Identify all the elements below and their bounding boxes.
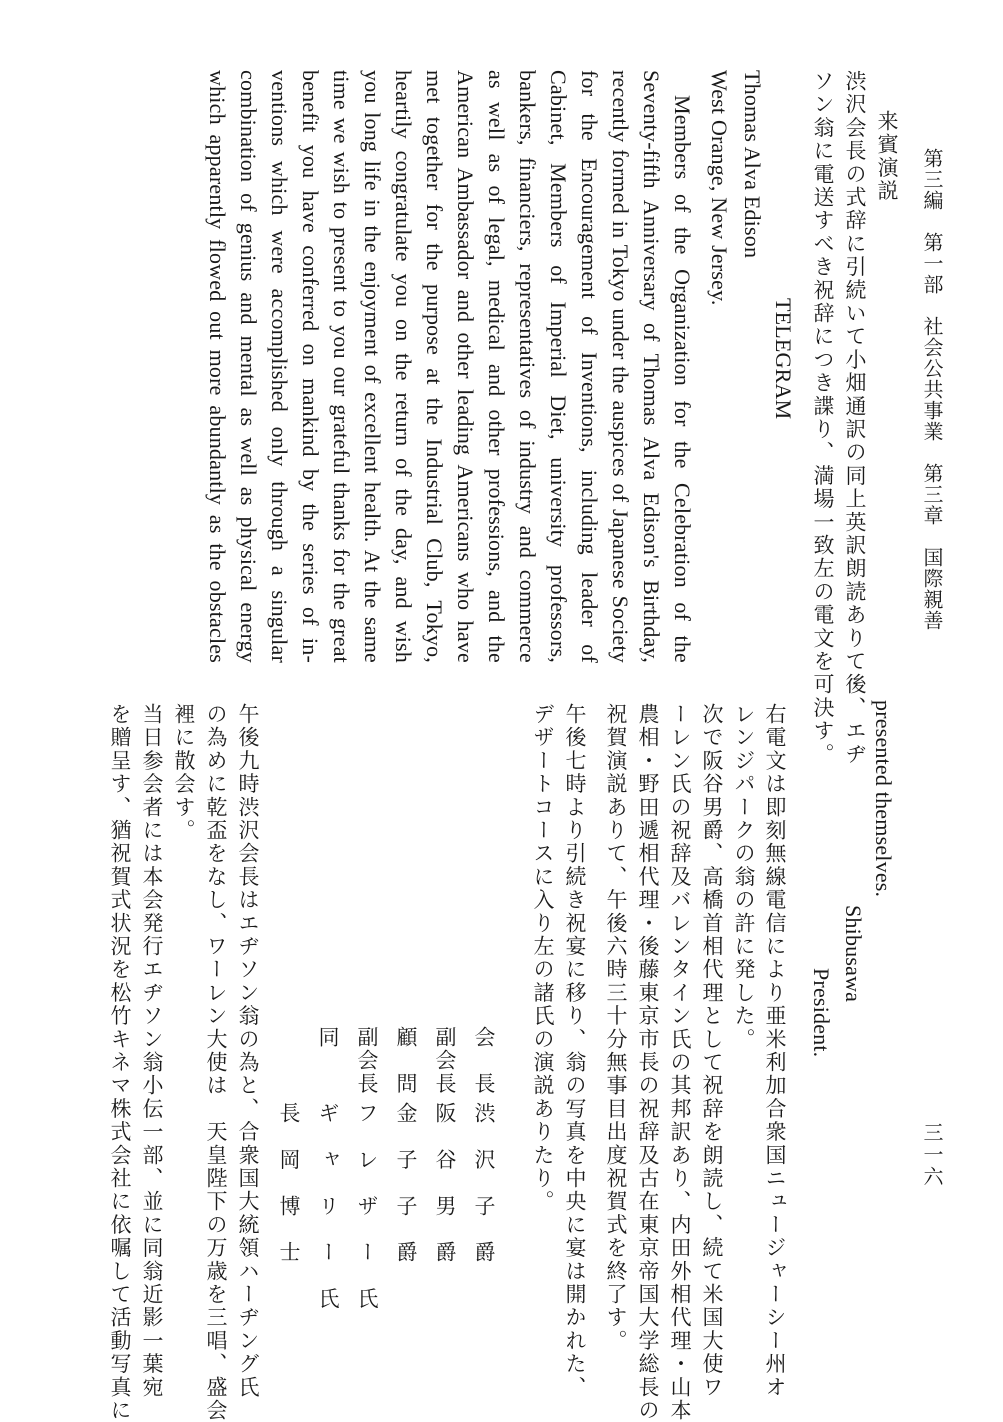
paragraph-line: 裡に散会す。 bbox=[172, 703, 196, 843]
telegram-body-line: recently formed in Tokyo under the auspices of Japanese Society bbox=[608, 70, 633, 663]
paragraph-line: を贈呈す、猶祝賀式状況を松竹キネマ株式会社に依嘱して活動写真に bbox=[108, 703, 132, 1422]
page-number: 三一六 bbox=[920, 1122, 944, 1188]
telegram-body-line: met together for the purpose at the Industrial Club, Tokyo, bbox=[422, 70, 447, 663]
intro-line: ソン翁に電送すべき祝辞につき諜り、満場一致左の電文を可決す。 bbox=[811, 70, 835, 766]
speaker-role: 会 長 bbox=[472, 1026, 496, 1096]
telegram-body-line: which apparently flowed out more abundantly as the obstacles bbox=[205, 70, 230, 663]
paragraph-line: 午後九時渋沢会長はエヂソン翁の為と、合衆国大統領ハーヂング氏 bbox=[236, 703, 260, 1399]
speaker-name: 阪 谷 男 爵 bbox=[433, 1102, 457, 1265]
telegram-body-line: you long life in the enjoyment of excellent health. At the same bbox=[360, 70, 385, 663]
telegram-body-line: Cabinet, Members of Imperial Diet, university professors, bbox=[546, 70, 571, 663]
speaker-name: 渋 沢 子 爵 bbox=[472, 1102, 496, 1265]
telegram-body-line: bankers, financiers, representatives of industry and commerce bbox=[515, 70, 540, 663]
paragraph-line: デザートコースに入り左の諸氏の演説ありたり。 bbox=[531, 703, 555, 1214]
telegram-body-line: time we wish to present to you our grateful thanks for the great bbox=[329, 70, 354, 663]
telegram-body-line: heartily congratulate you on the return of the day, and wish bbox=[391, 70, 416, 663]
speaker-role: 同 bbox=[316, 1026, 340, 1050]
paragraph-line: 当日参会者には本会発行エヂソン翁小伝一部、並に同翁近影一葉宛 bbox=[140, 703, 164, 1399]
paragraph-line: 右電文は即刻無線電信により亜米利加合衆国ニュージャーシー州オ bbox=[763, 703, 787, 1399]
telegram-continuation: presented themselves. bbox=[871, 700, 896, 898]
telegram-body-line: American Ambassador and other leading Americans who have bbox=[453, 70, 478, 663]
telegram-body-line: combination of genius and mental as well as physical energy bbox=[236, 70, 261, 663]
telegram-heading: TELEGRAM bbox=[771, 298, 796, 420]
speaker-role: 副会長 bbox=[355, 1026, 379, 1096]
speaker-name: 長 岡 博 士 bbox=[277, 1102, 301, 1265]
speaker-name: ギ ャ リ ー 氏 bbox=[316, 1102, 340, 1311]
paragraph-line: の為めに乾盃をなし、ワーレン大使は 天皇陛下の万歳を三唱、盛会 bbox=[204, 703, 228, 1422]
telegram-body-line: benefit you have conferred on mankind by the series of in- bbox=[298, 70, 323, 663]
address-line: Thomas Alva Edison bbox=[740, 70, 765, 259]
telegram-body-line: ventions which were accomplished only through a singular bbox=[267, 70, 292, 663]
section-title: 来賓演説 bbox=[875, 110, 899, 203]
paragraph-line: 農相・野田遞相代理・後藤東京市長の祝辞及古在東京帝国大学総長の bbox=[636, 703, 660, 1422]
intro-line: 渋沢会長の式辞に引続いて小畑通訳の同上英訳朗読ありて後、エヂ bbox=[843, 70, 867, 766]
paragraph-line: レンジパークの翁の許に発した。 bbox=[732, 703, 756, 1051]
signature-title: President. bbox=[809, 968, 834, 1058]
address-line: West Orange, New Jersey. bbox=[707, 70, 732, 306]
speaker-role: 副会長 bbox=[433, 1026, 457, 1096]
paragraph-line: ーレン氏の祝辞及バレンタイン氏の其邦訳あり、内田外相代理・山本 bbox=[668, 703, 692, 1422]
running-head: 第三編 第一部 社会公共事業 第三章 国際親善 bbox=[920, 148, 944, 631]
telegram-body-line: as well as of legal, medical and other professions, and the bbox=[484, 70, 509, 663]
telegram-body-line: Seventy-fifth Anniversary of Thomas Alva Edison's Birthday, bbox=[639, 70, 664, 663]
signature-name: Shibusawa bbox=[841, 905, 866, 1003]
paragraph-line: 祝賀演説ありて、午後六時三十分無事目出度祝賀式を終了す。 bbox=[604, 703, 628, 1353]
paragraph-line: 午後七時より引続き祝宴に移り、翁の写真を中央に宴は開かれた、 bbox=[563, 703, 587, 1399]
telegram-body-line: for the Encouragement of Inventions, including leader of bbox=[577, 70, 602, 663]
speaker-name: フ レ ザ ー 氏 bbox=[355, 1102, 379, 1311]
speaker-name: 金 子 子 爵 bbox=[394, 1102, 418, 1265]
speaker-role: 顧 問 bbox=[394, 1026, 418, 1096]
paragraph-line: 次で阪谷男爵、高橋首相代理として祝辞を朗読し、続て米国大使ワ bbox=[700, 703, 724, 1399]
telegram-body-line: Members of the Organization for the Celebration of the bbox=[670, 95, 695, 663]
